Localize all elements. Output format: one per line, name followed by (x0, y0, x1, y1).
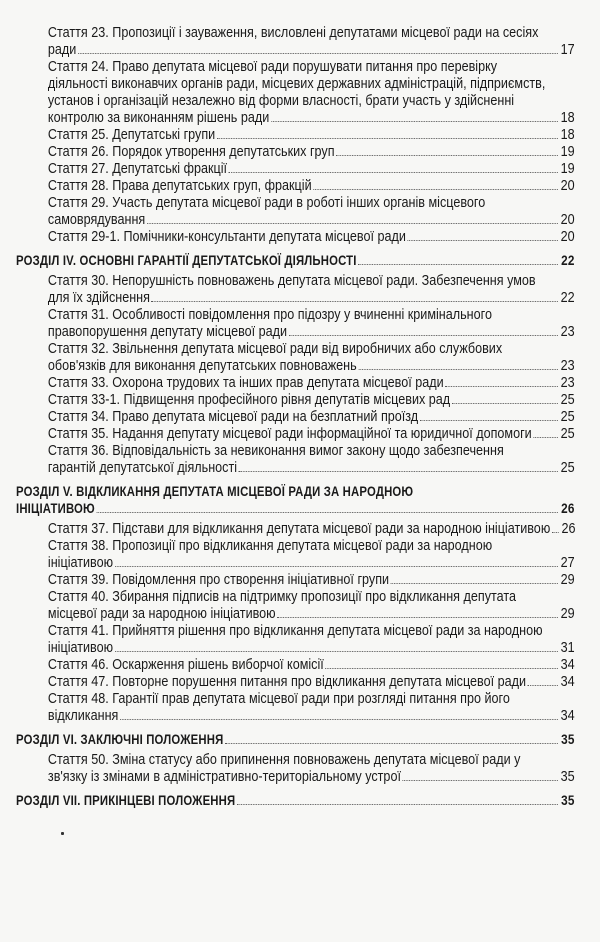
entry-last-line (48, 768, 575, 785)
entry-last-line (48, 520, 575, 537)
dot-leader (403, 780, 558, 781)
entry-title-line: Стаття 33-1. Підвищення професійного рівня депутатів місцевих рад (47, 391, 451, 408)
page-number: 20 (560, 177, 575, 194)
entry-title-line: Стаття 50. Зміна статусу або припинення повноважень депутата місцевої ради у (47, 751, 521, 768)
entry-last-line (48, 228, 575, 245)
entry-title-line: Стаття 24. Право депутата місцевої ради порушувати питання про перевірку (47, 58, 498, 75)
entry-last-line (48, 656, 575, 673)
entry-title-line: діяльності виконавчих органів ради, місцевих державних адміністрацій, підприємств, (47, 75, 546, 92)
entry-last-line (48, 160, 575, 177)
dot-leader (239, 471, 558, 472)
toc-article-entry (16, 588, 575, 622)
entry-title-line: РОЗДІЛ VII. ПРИКІНЦЕВІ ПОЛОЖЕННЯ (16, 793, 236, 808)
entry-title-line: РОЗДІЛ IV. ОСНОВНІ ГАРАНТІЇ ДЕПУТАТСЬКОЇ ДІЯЛЬНОСТІ (16, 253, 357, 268)
entry-title-line: для їх здійснення (47, 289, 150, 306)
entry-title-line: гарантій депутатської діяльності (47, 459, 238, 476)
entry-last-line (48, 459, 575, 476)
entry-last-line (48, 408, 575, 425)
entry-title-line: ІНІЦІАТИВОЮ (16, 501, 95, 516)
entry-title-line: обов'язків для виконання депутатських повноважень (47, 357, 357, 374)
dot-leader (533, 437, 557, 438)
entry-title-line: Стаття 41. Прийняття рішення про відкликання депутата місцевої ради за народною (47, 622, 543, 639)
dot-leader (452, 403, 558, 404)
entry-last-line (48, 605, 575, 622)
entry-title-line: Стаття 26. Порядок утворення депутатських груп (47, 143, 335, 160)
page-number: 26 (561, 520, 576, 537)
entry-title-line: Стаття 31. Особливості повідомлення про підозру у вчиненні кримінального (47, 306, 492, 323)
entry-title-line: Стаття 48. Гарантії прав депутата місцевої ради при розгляді питання про його (47, 690, 510, 707)
page-number: 23 (560, 357, 575, 374)
entry-last-line (48, 109, 575, 126)
toc-article-entry (16, 391, 575, 408)
entry-title-line: Стаття 33. Охорона трудових та інших прав депутата місцевої ради (47, 374, 444, 391)
entry-title-line: Стаття 23. Пропозиції і зауваження, висловлені депутатами місцевої ради на сесіях (47, 24, 539, 41)
entry-title-line: Стаття 28. Права депутатських груп, фракцій (47, 177, 312, 194)
toc-article-entry (16, 126, 575, 143)
dot-leader (229, 172, 558, 173)
toc-article-entry (16, 442, 575, 476)
entry-title-line: місцевої ради за народною ініціативою (47, 605, 276, 622)
entry-title-line: Стаття 30. Непорушність повноважень депутата місцевої ради. Забезпечення умов (47, 272, 536, 289)
entry-last-line (16, 500, 575, 517)
toc-article-entry (16, 58, 575, 126)
dot-leader (391, 583, 558, 584)
toc-section-entry (16, 731, 575, 748)
toc-article-entry (16, 160, 575, 177)
dot-leader (313, 189, 557, 190)
toc-article-entry (16, 673, 575, 690)
entry-title-line: самоврядування (47, 211, 146, 228)
toc-section-entry (16, 483, 575, 517)
page-number: 23 (560, 374, 575, 391)
toc-article-entry (16, 751, 575, 785)
entry-title-line: Стаття 47. Повторне порушення питання про відкликання депутата місцевої ради (47, 673, 527, 690)
page-number: 25 (560, 408, 575, 425)
entry-title-line: Стаття 35. Надання депутату місцевої ради інформаційної та юридичної допомоги (47, 425, 532, 442)
page-number: 22 (561, 252, 575, 268)
toc-article-entry (16, 24, 575, 58)
toc-article-entry (16, 228, 575, 245)
page-number: 25 (560, 459, 575, 476)
dot-leader (552, 532, 559, 533)
page-number: 34 (560, 707, 575, 724)
dot-leader (237, 804, 558, 805)
entry-title-line: Стаття 37. Підстави для відкликання депутата місцевої ради за народною ініціативою (47, 520, 551, 537)
toc-article-entry (16, 374, 575, 391)
page-number: 29 (560, 571, 575, 588)
entry-title-line: ради (47, 41, 77, 58)
entry-title-line: Стаття 39. Повідомлення про створення ініціативної групи (47, 571, 390, 588)
entry-title-line: РОЗДІЛ VI. ЗАКЛЮЧНІ ПОЛОЖЕННЯ (16, 732, 224, 747)
dot-leader (78, 53, 558, 54)
page-number: 25 (560, 425, 575, 442)
entry-title-line: Стаття 27. Депутатські фракції (47, 160, 228, 177)
toc-article-entry (16, 571, 575, 588)
entry-title-line: Стаття 40. Збирання підписів на підтримку пропозиції про відкликання депутата (47, 588, 516, 605)
entry-last-line (48, 323, 575, 340)
table-of-contents (16, 24, 575, 812)
entry-title-line: контролю за виконанням рішень ради (47, 109, 270, 126)
toc-article-entry (16, 340, 575, 374)
entry-last-line (48, 673, 575, 690)
page-number: 35 (561, 731, 575, 747)
entry-title-line: Стаття 46. Оскарження рішень виборчої комісії (47, 656, 324, 673)
toc-article-entry (16, 306, 575, 340)
entry-last-line (48, 357, 575, 374)
entry-title-line: відкликання (47, 707, 119, 724)
page-number: 35 (561, 792, 575, 808)
toc-section-entry (16, 792, 575, 809)
toc-article-entry (16, 622, 575, 656)
dot-leader (336, 155, 558, 156)
entry-title-line: Стаття 29-1. Помічники-консультанти депутата місцевої ради (47, 228, 406, 245)
page-number: 18 (560, 126, 575, 143)
dot-leader (289, 335, 558, 336)
entry-title-line: РОЗДІЛ V. ВІДКЛИКАННЯ ДЕПУТАТА МІСЦЕВОЇ РАДИ ЗА НАРОДНОЮ (16, 484, 414, 499)
dot-leader (445, 386, 557, 387)
toc-article-entry (16, 425, 575, 442)
dot-leader (115, 651, 558, 652)
page-number: 19 (560, 143, 575, 160)
page-number: 35 (560, 768, 575, 785)
dot-leader (115, 566, 558, 567)
page-number: 17 (560, 41, 575, 58)
toc-section-entry (16, 252, 575, 269)
entry-last-line (48, 289, 575, 306)
toc-article-entry (16, 143, 575, 160)
dot-leader (358, 264, 558, 265)
page-number: 22 (560, 289, 575, 306)
toc-article-entry (16, 408, 575, 425)
entry-last-line (48, 41, 575, 58)
page-number: 31 (560, 639, 575, 656)
dot-leader (528, 685, 558, 686)
entry-last-line (48, 391, 575, 408)
dot-leader (420, 420, 558, 421)
entry-title-line: Стаття 38. Пропозиції про відкликання депутата місцевої ради за народною (47, 537, 493, 554)
dot-leader (225, 743, 558, 744)
entry-title-line: Стаття 32. Звільнення депутата місцевої ради від виробничих або службових (47, 340, 503, 357)
page-number: 27 (560, 554, 575, 571)
dot-leader (147, 223, 558, 224)
entry-last-line (48, 639, 575, 656)
page-number: 26 (561, 500, 575, 516)
page-number: 20 (560, 228, 575, 245)
dot-leader (217, 138, 558, 139)
entry-title-line: ініціативою (47, 554, 114, 571)
entry-title-line: Стаття 34. Право депутата місцевої ради на безплатний проїзд (47, 408, 419, 425)
entry-title-line: ініціативою (47, 639, 114, 656)
page-number: 19 (560, 160, 575, 177)
entry-title-line: правопорушення депутату місцевої ради (47, 323, 288, 340)
dot-leader (358, 369, 557, 370)
entry-last-line (48, 571, 575, 588)
dot-leader (277, 617, 558, 618)
toc-article-entry (16, 520, 575, 537)
toc-article-entry (16, 656, 575, 673)
entry-last-line (16, 731, 575, 748)
entry-last-line (48, 554, 575, 571)
entry-last-line (48, 143, 575, 160)
dot-leader (408, 240, 558, 241)
toc-article-entry (16, 537, 575, 571)
print-speck (61, 832, 64, 835)
entry-last-line (48, 211, 575, 228)
toc-article-entry (16, 690, 575, 724)
page-number: 29 (560, 605, 575, 622)
page-number: 34 (560, 656, 575, 673)
page-number: 34 (560, 673, 575, 690)
entry-last-line (16, 252, 575, 269)
toc-article-entry (16, 272, 575, 306)
entry-title-line: зв'язку із змінами в адміністративно-територіальному устрої (47, 768, 401, 785)
entry-last-line (16, 792, 575, 809)
entry-title-line: Стаття 25. Депутатські групи (47, 126, 216, 143)
page-number: 18 (560, 109, 575, 126)
page-number: 20 (560, 211, 575, 228)
page-number: 25 (560, 391, 575, 408)
entry-title-line: Стаття 36. Відповідальність за невиконання вимог закону щодо забезпечення (47, 442, 504, 459)
toc-article-entry (16, 177, 575, 194)
dot-leader (152, 301, 558, 302)
entry-last-line (48, 126, 575, 143)
entry-last-line (48, 707, 575, 724)
entry-title-line: установ і організацій незалежно від форми власності, брати участь у здійсненні (47, 92, 515, 109)
entry-last-line (48, 374, 575, 391)
entry-last-line (48, 425, 575, 442)
dot-leader (325, 668, 557, 669)
entry-last-line (48, 177, 575, 194)
dot-leader (97, 512, 558, 513)
page-number: 23 (560, 323, 575, 340)
dot-leader (120, 719, 558, 720)
dot-leader (271, 121, 558, 122)
entry-title-line: Стаття 29. Участь депутата місцевої ради в роботі інших органів місцевого (47, 194, 486, 211)
toc-article-entry (16, 194, 575, 228)
